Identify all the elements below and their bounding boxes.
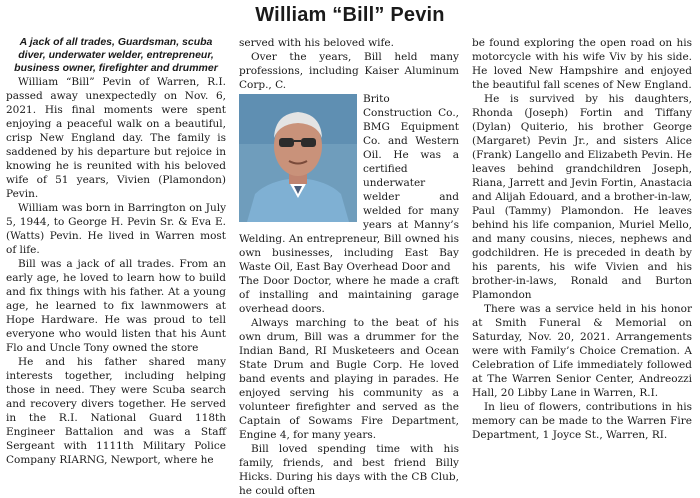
column-3 [472, 36, 693, 441]
paragraph-continuation: be found exploring the open road on his motorcycle with his wife Viv by his side. He loved New Hampshire and enjoyed the beautiful fall scenes of New England. [472, 37, 692, 91]
paragraph: Bill loved spending time with his family, friends, and best friend Billy Hicks. During his days with the CB Club, he could often [239, 443, 459, 497]
portrait-icon [239, 94, 357, 222]
paragraph: He is survived by his daughters, Rhonda (Joseph) Fortin and Tiffany (Dylan) Quiterio, his brother George (Margaret) Pevin Jr., and sisters Alice (Frank) Langello and Elizabeth Pevin. He leaves behind grandchildren Joseph, Riana, Jarrett and Jevin Fortin, Anastacia and Alijah Edouard, and a brother-in-law, Paul (Tammy) Plamondon. He leaves behind his life companion, Muriel Mello, and many cousins, nieces, nephews and godchildren. He is preceded in death by his parents, his wife Vivien and his brother-in-laws, Ronald and Burton Plamondon [472, 93, 693, 301]
paragraph: Bill was a jack of all trades. From an early age, he loved to learn how to build and fix things with his father. At a young age, he learned to fix lawnmowers at Hope Hardware. He was proud to tell everyone who would listen that his Aunt Flo and Uncle Tony owned the store [6, 258, 226, 354]
paragraph-continuation: Brito Construction Co., BMG Equipment Co. and Western Oil. He was a certified underwater welder and welded for many years at Manny’s Welding. An entrepreneur, Bill owned his own businesses, including East Bay Waste Oil, East Bay Overhead Door and [239, 93, 459, 273]
paragraph-continuation: served with his beloved wife. [239, 37, 394, 49]
headline: William “Bill” Pevin [255, 4, 445, 26]
paragraph: In lieu of flowers, contributions in his memory can be made to the Warren Fire Department, 1 Joyce St., Warren, RI. [472, 401, 692, 441]
subhead: A jack of all trades, Guardsman, scuba diver, underwater welder, entrepreneur, business owner, firefighter and drummer [14, 36, 218, 74]
paragraph: Always marching to the beat of his own drum, Bill was a drummer for the Indian Band, RI Musketeers and Ocean State Drum and Bugle Corp. He loved band events and playing in parades. He enjoyed serving his community as a volunteer firefighter and served as the Captain of Sowams Fire Department, Engine 4, for many years. [239, 317, 459, 441]
paragraph-continuation: The Door Doctor, where he made a craft of installing and maintaining garage overhead doors. [239, 275, 459, 315]
column-1 [6, 36, 226, 466]
column-2 [239, 36, 459, 497]
paragraph: He and his father shared many interests together, including helping those in need. They were Scuba search and recovery divers together. He served in the R.I. National Guard 118th Engineer Battalion and was a Staff Sergeant with 1111th Military Police Company RIARNG, Newport, where he [6, 356, 226, 466]
portrait-photo [239, 94, 357, 222]
paragraph: William “Bill” Pevin of Warren, R.I. passed away unexpectedly on Nov. 6, 2021. His final moments were spent enjoying a peaceful walk on a beautiful, crisp New England day. The family is saddened by his departure but rejoice in knowing he is reunited with his beloved wife of 51 years, Vivien (Plamondon) Pevin. [6, 76, 226, 200]
paragraph: There was a service held in his honor at Smith Funeral & Memorial on Saturday, Nov. 20, 2021. Arrangements were with Family’s Choice Cremation. A Celebration of Life immediately followed at The Warren Senior Center, Andreozzi Hall, 20 Libby Lane in Warren, R.I. [472, 303, 692, 399]
paragraph: William was born in Barrington on July 5, 1944, to George H. Pevin Sr. & Eva E. (Watts) Pevin. He lived in Warren most of life. [6, 202, 226, 256]
paragraph: Over the years, Bill held many professions, including Kaiser Aluminum Corp., C. [239, 51, 459, 91]
